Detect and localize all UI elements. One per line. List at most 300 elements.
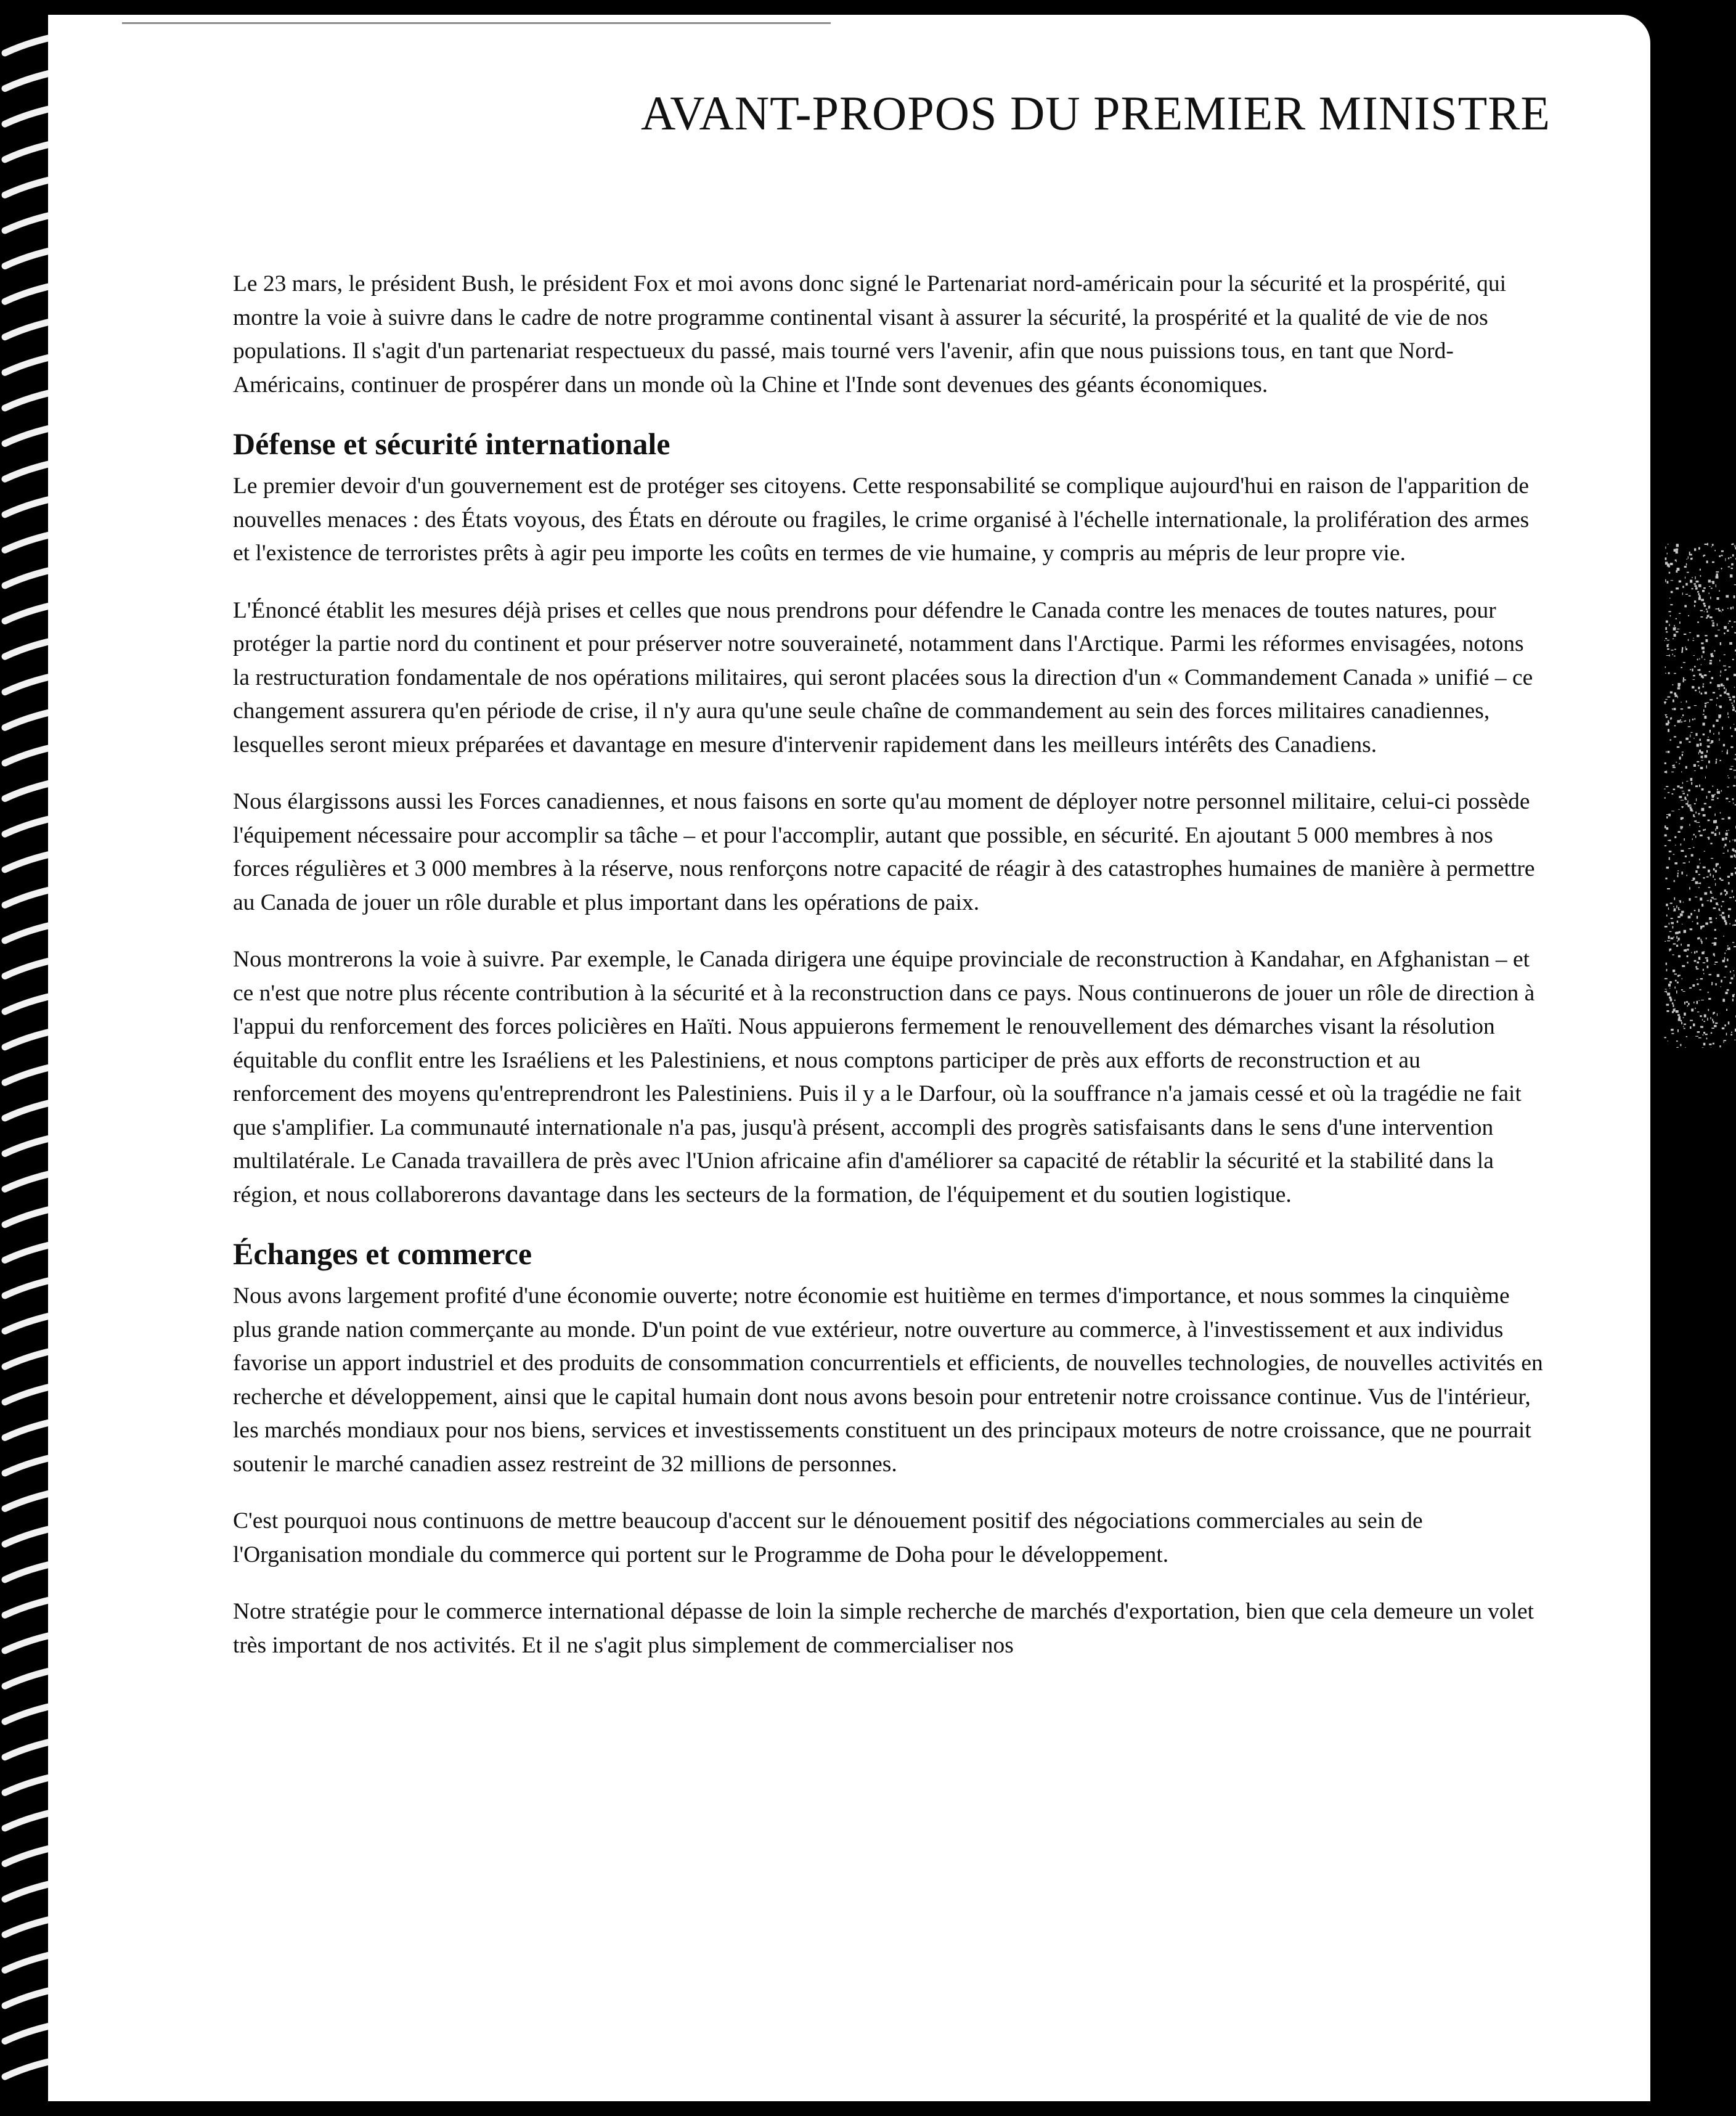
noise-speck — [1701, 647, 1705, 649]
noise-speck — [1704, 659, 1705, 660]
noise-speck — [1732, 798, 1734, 800]
noise-speck — [1727, 958, 1729, 961]
noise-speck — [1727, 608, 1728, 609]
noise-speck — [1669, 857, 1670, 860]
noise-speck — [1674, 708, 1676, 711]
noise-speck — [1701, 952, 1704, 954]
noise-speck — [1719, 878, 1721, 880]
noise-speck — [1697, 621, 1699, 623]
noise-speck — [1678, 831, 1681, 833]
noise-speck — [1706, 1038, 1708, 1040]
noise-speck — [1678, 955, 1681, 958]
noise-speck — [1719, 695, 1721, 696]
noise-speck — [1734, 770, 1736, 771]
noise-speck — [1697, 635, 1699, 637]
noise-speck — [1687, 1005, 1688, 1007]
noise-speck — [1671, 650, 1673, 651]
noise-speck — [1680, 787, 1683, 789]
noise-speck — [1681, 817, 1682, 820]
noise-speck — [1678, 809, 1679, 810]
noise-speck — [1666, 904, 1668, 906]
noise-speck — [1686, 1036, 1687, 1037]
noise-speck — [1674, 625, 1675, 627]
noise-speck — [1722, 853, 1724, 854]
noise-speck — [1684, 838, 1685, 841]
noise-speck — [1699, 691, 1700, 693]
noise-speck — [1681, 872, 1683, 875]
scan-edge-noise — [1664, 542, 1736, 1048]
noise-speck — [1704, 611, 1705, 612]
noise-speck — [1733, 970, 1734, 971]
noise-speck — [1668, 936, 1670, 939]
noise-speck — [1671, 717, 1672, 720]
noise-speck — [1715, 1023, 1718, 1024]
noise-speck — [1669, 572, 1671, 574]
noise-speck — [1666, 716, 1668, 717]
noise-speck — [1685, 647, 1686, 649]
noise-speck — [1716, 902, 1718, 905]
noise-speck — [1692, 640, 1694, 641]
noise-speck — [1701, 642, 1703, 644]
noise-speck — [1679, 763, 1680, 764]
noise-speck — [1726, 1033, 1727, 1036]
noise-speck — [1715, 883, 1716, 886]
noise-speck — [1689, 632, 1691, 633]
noise-speck — [1718, 630, 1720, 631]
noise-speck — [1687, 949, 1689, 950]
noise-speck — [1690, 669, 1691, 671]
noise-speck — [1673, 767, 1676, 768]
noise-speck — [1700, 743, 1701, 746]
noise-speck — [1724, 1040, 1726, 1041]
noise-speck — [1665, 771, 1667, 773]
noise-speck — [1726, 950, 1727, 951]
noise-speck — [1698, 830, 1701, 832]
noise-speck — [1674, 634, 1676, 637]
noise-speck — [1694, 951, 1695, 954]
noise-speck — [1692, 838, 1693, 839]
noise-speck — [1699, 750, 1701, 753]
noise-speck — [1698, 1037, 1701, 1039]
noise-speck — [1674, 987, 1676, 989]
noise-speck — [1669, 981, 1672, 984]
noise-speck — [1724, 687, 1725, 689]
noise-speck — [1710, 891, 1712, 893]
noise-speck — [1734, 621, 1735, 623]
noise-speck — [1668, 721, 1669, 724]
noise-speck — [1705, 957, 1708, 958]
noise-speck — [1684, 797, 1686, 800]
noise-speck — [1681, 772, 1682, 773]
noise-speck — [1672, 793, 1674, 795]
noise-speck — [1715, 828, 1716, 831]
noise-speck — [1666, 915, 1668, 917]
noise-speck — [1681, 1022, 1682, 1024]
noise-speck — [1702, 590, 1705, 592]
noise-speck — [1719, 590, 1720, 592]
noise-speck — [1734, 700, 1735, 703]
noise-speck — [1708, 606, 1710, 609]
noise-speck — [1712, 581, 1714, 584]
noise-speck — [1708, 992, 1709, 993]
noise-speck — [1670, 563, 1673, 565]
noise-speck — [1708, 761, 1710, 764]
noise-speck — [1716, 759, 1717, 761]
noise-speck — [1727, 750, 1728, 752]
noise-speck — [1688, 615, 1689, 616]
noise-speck — [1726, 891, 1728, 894]
noise-speck — [1716, 826, 1718, 829]
noise-speck — [1697, 1031, 1700, 1033]
noise-speck — [1665, 557, 1667, 560]
noise-speck — [1666, 644, 1668, 647]
noise-speck — [1701, 599, 1704, 602]
noise-speck — [1697, 669, 1700, 671]
noise-speck — [1677, 1014, 1680, 1016]
noise-speck — [1720, 675, 1721, 677]
noise-speck — [1711, 740, 1713, 743]
noise-speck — [1714, 1012, 1715, 1014]
noise-speck — [1710, 843, 1712, 844]
noise-speck — [1711, 799, 1714, 800]
section-heading-defense: Défense et sécurité internationale — [233, 427, 670, 461]
noise-speck — [1714, 833, 1716, 836]
noise-speck — [1666, 1010, 1669, 1012]
noise-speck — [1708, 887, 1711, 888]
noise-speck — [1732, 659, 1734, 660]
noise-speck — [1703, 587, 1706, 589]
noise-speck — [1734, 925, 1736, 926]
noise-speck — [1685, 738, 1689, 740]
noise-speck — [1668, 672, 1670, 674]
noise-speck — [1706, 611, 1708, 613]
noise-speck — [1673, 1005, 1674, 1007]
noise-speck — [1695, 881, 1698, 884]
noise-speck — [1698, 593, 1700, 595]
noise-speck — [1666, 814, 1668, 815]
noise-speck — [1701, 751, 1703, 754]
noise-speck — [1676, 1047, 1678, 1048]
noise-speck — [1706, 959, 1708, 962]
noise-speck — [1695, 585, 1697, 587]
noise-speck — [1670, 903, 1673, 904]
noise-speck — [1734, 946, 1736, 947]
noise-speck — [1684, 1024, 1686, 1025]
page-title: AVANT-PROPOS DU PREMIER MINISTRE — [640, 86, 1551, 140]
noise-speck — [1722, 999, 1725, 1002]
noise-speck — [1691, 880, 1693, 881]
noise-speck — [1672, 1002, 1674, 1004]
trade-paragraph: C'est pourquoi nous continuons de mettre beaucoup d'accent sur le dénouement positif des négociations commerciales au sein de l'Organisation mondiale du commerce qui portent sur le Programme de Doha pour le développement. — [233, 1508, 1423, 1567]
noise-speck — [1728, 909, 1731, 910]
noise-speck — [1685, 766, 1687, 769]
noise-speck — [1691, 854, 1693, 857]
noise-speck — [1668, 907, 1669, 910]
document-page — [48, 15, 1650, 2101]
noise-speck — [1671, 922, 1674, 924]
noise-speck — [1732, 890, 1733, 893]
noise-speck — [1698, 957, 1700, 960]
noise-speck — [1730, 557, 1731, 558]
noise-speck — [1681, 850, 1684, 852]
noise-speck — [1722, 685, 1724, 687]
noise-speck — [1730, 1034, 1732, 1036]
noise-speck — [1706, 937, 1707, 939]
noise-speck — [1701, 760, 1703, 761]
noise-speck — [1690, 809, 1693, 812]
noise-speck — [1666, 723, 1669, 725]
noise-speck — [1708, 791, 1711, 793]
noise-speck — [1666, 655, 1669, 656]
noise-speck — [1674, 909, 1676, 912]
noise-speck — [1695, 1008, 1696, 1009]
noise-speck — [1673, 943, 1676, 944]
noise-speck — [1700, 989, 1701, 991]
noise-speck — [1667, 941, 1670, 942]
noise-speck — [1711, 588, 1713, 589]
noise-speck — [1726, 992, 1728, 994]
noise-speck — [1714, 814, 1715, 816]
noise-speck — [1679, 1016, 1681, 1019]
noise-speck — [1676, 587, 1679, 589]
noise-speck — [1673, 926, 1674, 928]
noise-speck — [1672, 654, 1673, 655]
noise-speck — [1714, 929, 1716, 931]
noise-speck — [1691, 952, 1692, 954]
noise-speck — [1686, 701, 1687, 703]
noise-speck — [1694, 803, 1696, 804]
noise-speck — [1713, 954, 1715, 956]
noise-speck — [1695, 690, 1697, 691]
noise-speck — [1716, 704, 1717, 706]
noise-speck — [1715, 635, 1718, 637]
noise-speck — [1709, 671, 1711, 672]
noise-speck — [1721, 790, 1722, 792]
noise-speck — [1693, 638, 1694, 639]
noise-speck — [1687, 572, 1689, 573]
noise-speck — [1689, 928, 1690, 929]
noise-speck — [1722, 917, 1724, 918]
noise-speck — [1722, 819, 1725, 820]
noise-speck — [1700, 1015, 1701, 1017]
noise-speck — [1701, 941, 1703, 944]
noise-speck — [1728, 1021, 1730, 1024]
noise-speck — [1705, 544, 1708, 545]
noise-speck — [1715, 870, 1717, 873]
noise-speck — [1729, 642, 1732, 645]
noise-speck — [1733, 803, 1734, 804]
noise-speck — [1694, 705, 1697, 706]
noise-speck — [1692, 577, 1693, 578]
noise-speck — [1721, 905, 1722, 907]
noise-speck — [1665, 638, 1667, 639]
noise-speck — [1732, 994, 1734, 997]
noise-speck — [1711, 677, 1714, 679]
noise-speck — [1728, 777, 1730, 778]
noise-speck — [1682, 991, 1685, 992]
noise-speck — [1710, 921, 1712, 923]
noise-speck — [1724, 626, 1727, 629]
noise-speck — [1673, 906, 1674, 907]
noise-speck — [1721, 568, 1722, 570]
noise-speck — [1727, 775, 1729, 776]
noise-speck — [1695, 587, 1698, 590]
noise-speck — [1732, 849, 1735, 851]
noise-speck — [1700, 978, 1703, 979]
noise-speck — [1703, 814, 1706, 817]
noise-speck — [1698, 874, 1700, 875]
noise-speck — [1685, 648, 1687, 650]
noise-speck — [1691, 782, 1692, 785]
noise-speck — [1712, 562, 1714, 563]
noise-speck — [1670, 692, 1673, 694]
noise-speck — [1674, 764, 1675, 767]
noise-speck — [1710, 699, 1713, 700]
noise-speck — [1706, 766, 1707, 769]
noise-speck — [1676, 631, 1679, 633]
noise-speck — [1727, 876, 1730, 878]
noise-speck — [1712, 797, 1714, 798]
noise-speck — [1694, 549, 1696, 551]
defense-paragraph: Nous élargissons aussi les Forces canadiennes, et nous faisons en sorte qu'au moment de déployer notre personnel militaire, celui-ci possède l'équipement nécessaire pour accomplir sa tâche – et pour l'accomplir, autant que possible, en sécurité. En ajoutant 5 000 membres à nos forces régulières et 3 000 membres à la réserve, nous renforçons notre capacité de réagir à des catastrophes humaines de manière à permettre au Canada de jouer un rôle durable et plus important dans les opérations de paix. — [233, 789, 1535, 915]
noise-speck — [1665, 547, 1666, 549]
noise-speck — [1685, 949, 1687, 952]
noise-speck — [1724, 977, 1726, 978]
noise-speck — [1710, 616, 1713, 618]
noise-speck — [1668, 611, 1671, 612]
noise-speck — [1700, 610, 1703, 611]
noise-speck — [1671, 1033, 1674, 1034]
noise-speck — [1732, 696, 1735, 698]
noise-speck — [1689, 987, 1692, 989]
noise-speck — [1697, 1001, 1698, 1004]
noise-speck — [1732, 999, 1734, 1001]
noise-speck — [1701, 693, 1703, 695]
noise-speck — [1703, 1032, 1705, 1034]
noise-speck — [1700, 835, 1703, 836]
noise-speck — [1690, 778, 1693, 781]
noise-speck — [1698, 752, 1699, 754]
noise-speck — [1726, 798, 1728, 799]
noise-speck — [1694, 605, 1695, 607]
noise-speck — [1681, 702, 1682, 703]
noise-speck — [1693, 1002, 1695, 1003]
noise-speck — [1685, 583, 1688, 586]
noise-speck — [1713, 868, 1715, 871]
noise-speck — [1670, 717, 1671, 720]
noise-speck — [1703, 684, 1704, 685]
noise-speck — [1699, 826, 1700, 827]
noise-speck — [1705, 692, 1707, 694]
noise-speck — [1671, 591, 1673, 593]
noise-speck — [1687, 944, 1690, 947]
noise-speck — [1730, 856, 1733, 858]
noise-speck — [1687, 559, 1688, 560]
noise-speck — [1697, 761, 1699, 762]
noise-speck — [1730, 607, 1732, 610]
noise-speck — [1722, 838, 1724, 840]
noise-speck — [1693, 814, 1695, 817]
noise-speck — [1707, 1018, 1708, 1021]
noise-speck — [1692, 719, 1693, 721]
noise-speck — [1704, 674, 1706, 676]
noise-speck — [1700, 575, 1701, 577]
noise-speck — [1665, 562, 1668, 565]
noise-speck — [1677, 921, 1679, 923]
noise-speck — [1703, 685, 1704, 687]
noise-speck — [1678, 974, 1681, 976]
noise-speck — [1698, 584, 1701, 587]
noise-speck — [1730, 971, 1731, 973]
noise-speck — [1712, 1019, 1713, 1021]
noise-speck — [1717, 798, 1719, 799]
noise-speck — [1722, 727, 1723, 730]
noise-speck — [1711, 831, 1714, 833]
noise-speck — [1721, 880, 1723, 881]
noise-speck — [1682, 592, 1683, 595]
noise-speck — [1689, 848, 1691, 849]
noise-speck — [1681, 708, 1683, 709]
noise-speck — [1706, 639, 1708, 642]
noise-speck — [1712, 653, 1713, 656]
noise-speck — [1677, 873, 1679, 875]
noise-speck — [1697, 1011, 1700, 1012]
noise-speck — [1677, 916, 1680, 918]
noise-speck — [1700, 926, 1702, 928]
noise-speck — [1689, 824, 1690, 826]
noise-speck — [1724, 889, 1727, 892]
noise-speck — [1705, 755, 1708, 758]
noise-speck — [1692, 984, 1695, 987]
noise-speck — [1725, 922, 1727, 925]
noise-speck — [1673, 684, 1674, 685]
noise-speck — [1728, 717, 1729, 718]
noise-speck — [1720, 812, 1721, 814]
noise-speck — [1665, 878, 1667, 880]
noise-speck — [1703, 973, 1705, 974]
noise-speck — [1697, 865, 1699, 868]
noise-speck — [1710, 899, 1712, 902]
noise-speck — [1686, 781, 1687, 782]
noise-speck — [1724, 669, 1726, 671]
noise-speck — [1673, 700, 1674, 703]
noise-speck — [1683, 679, 1686, 680]
noise-speck — [1689, 741, 1690, 743]
noise-speck — [1682, 806, 1683, 808]
noise-speck — [1716, 719, 1718, 722]
noise-speck — [1681, 828, 1682, 830]
noise-speck — [1711, 795, 1713, 796]
noise-speck — [1678, 685, 1681, 687]
noise-speck — [1727, 947, 1730, 950]
noise-speck — [1729, 923, 1730, 925]
noise-speck — [1722, 609, 1723, 611]
noise-speck — [1706, 618, 1708, 619]
noise-speck — [1700, 616, 1703, 618]
noise-speck — [1706, 750, 1708, 753]
noise-speck — [1721, 893, 1722, 895]
noise-speck — [1724, 953, 1726, 954]
noise-speck — [1699, 658, 1700, 660]
noise-speck — [1701, 904, 1703, 907]
noise-speck — [1668, 814, 1671, 816]
noise-speck — [1728, 566, 1730, 568]
noise-speck — [1721, 550, 1724, 552]
noise-speck — [1697, 744, 1699, 747]
noise-speck — [1716, 863, 1719, 865]
noise-speck — [1706, 796, 1708, 799]
noise-speck — [1732, 925, 1733, 926]
